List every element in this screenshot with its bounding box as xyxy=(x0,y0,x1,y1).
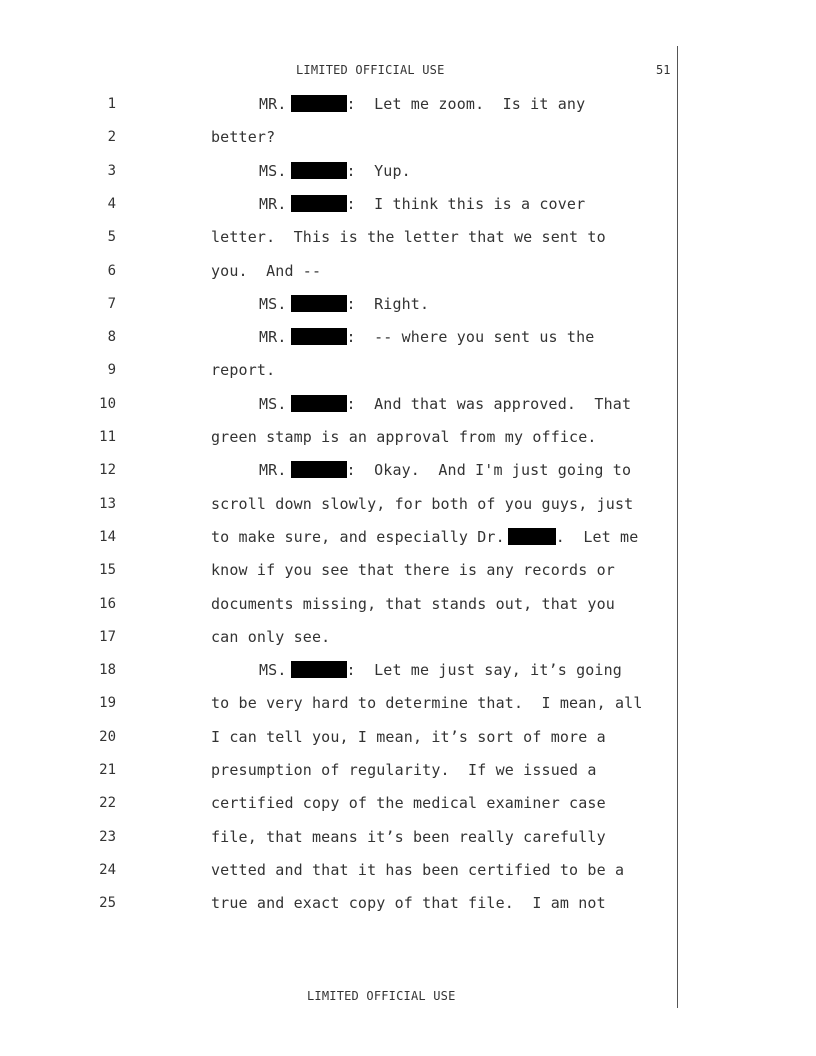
line-text: letter. This is the letter that we sent to xyxy=(211,228,606,247)
line-number: 14 xyxy=(99,528,116,545)
line-text: to be very hard to determine that. I mean, all xyxy=(211,694,643,713)
transcript-line xyxy=(0,587,700,620)
transcript-line xyxy=(0,120,700,153)
line-text xyxy=(259,395,631,413)
speaker-label: MR. xyxy=(259,461,287,480)
transcript-line xyxy=(0,320,700,353)
redaction-box xyxy=(291,661,347,678)
transcript-line xyxy=(0,387,700,420)
line-number: 24 xyxy=(99,861,116,878)
redaction-box xyxy=(291,328,347,345)
line-text xyxy=(259,195,585,213)
line-text xyxy=(259,95,585,113)
line-number: 11 xyxy=(99,429,116,445)
line-number: 21 xyxy=(99,762,116,778)
transcript-line xyxy=(0,820,700,853)
speaker-label: MS. xyxy=(259,294,287,313)
transcript-line xyxy=(0,886,700,919)
line-number: 18 xyxy=(99,662,116,679)
utterance-text: : Let me zoom. Is it any xyxy=(346,95,586,113)
line-text: documents missing, that stands out, that you xyxy=(211,594,615,613)
transcript-line xyxy=(0,786,700,819)
speaker-label: MR. xyxy=(259,328,287,347)
speaker-label: MR. xyxy=(259,95,287,113)
line-number: 17 xyxy=(99,628,116,645)
line-number: 1 xyxy=(107,96,116,112)
line-number: 12 xyxy=(99,462,116,479)
line-text: file, that means it’s been really carefully xyxy=(211,827,606,846)
transcript-line xyxy=(0,287,700,320)
line-text: scroll down slowly, for both of you guys, just xyxy=(211,494,634,513)
line-number: 22 xyxy=(99,795,116,812)
line-number: 7 xyxy=(107,295,116,312)
line-number: 6 xyxy=(107,262,116,279)
redaction-box xyxy=(291,295,347,312)
line-number: 25 xyxy=(99,895,116,912)
line-text: true and exact copy of that file. I am not xyxy=(211,894,606,913)
utterance-text: : I think this is a cover xyxy=(346,194,586,213)
transcript-line xyxy=(0,853,700,886)
transcript-line xyxy=(0,553,700,586)
line-text xyxy=(259,162,411,180)
transcript-line xyxy=(0,620,700,653)
transcript-line xyxy=(0,487,700,520)
line-text: you. And -- xyxy=(211,261,322,280)
transcript-line xyxy=(0,187,700,220)
line-text: better? xyxy=(211,128,276,147)
transcript-line xyxy=(0,154,700,187)
line-text xyxy=(259,328,594,346)
page-number: 51 xyxy=(656,63,671,77)
redaction-box xyxy=(508,528,556,545)
line-text: report. xyxy=(211,361,276,380)
line-number: 10 xyxy=(99,395,116,412)
line-text xyxy=(211,528,638,546)
footer-classification: LIMITED OFFICIAL USE xyxy=(307,989,456,1003)
line-number: 5 xyxy=(107,229,116,246)
transcript-line xyxy=(0,753,700,786)
utterance-text: to make sure, and especially Dr. xyxy=(211,527,505,546)
line-number: 19 xyxy=(99,695,116,712)
transcript-line xyxy=(0,420,700,453)
line-text xyxy=(259,461,631,479)
line-text xyxy=(259,661,622,679)
transcript-line xyxy=(0,353,700,386)
line-number: 23 xyxy=(99,828,116,845)
transcript-line xyxy=(0,520,700,553)
redaction-box xyxy=(291,461,347,478)
redaction-box xyxy=(291,395,347,412)
line-text: vetted and that it has been certified to be a xyxy=(211,860,625,879)
line-text: I can tell you, I mean, it’s sort of more a xyxy=(211,727,606,746)
line-number: 8 xyxy=(107,329,116,346)
line-text: can only see. xyxy=(211,627,331,646)
line-number: 20 xyxy=(99,728,116,745)
utterance-text: : -- where you sent us the xyxy=(346,328,595,347)
line-text: presumption of regularity. If we issued a xyxy=(211,761,597,779)
speaker-label: MS. xyxy=(259,161,287,180)
line-text: certified copy of the medical examiner case xyxy=(211,794,606,813)
line-number: 9 xyxy=(107,362,116,379)
speaker-label: MS. xyxy=(259,661,287,680)
line-number: 15 xyxy=(99,562,116,579)
transcript-line xyxy=(0,254,700,287)
speaker-label: MR. xyxy=(259,194,287,213)
utterance-text: : Right. xyxy=(346,294,430,313)
transcript-line xyxy=(0,453,700,486)
redaction-box xyxy=(291,162,347,179)
line-number: 2 xyxy=(107,129,116,146)
utterance-text: : Yup. xyxy=(346,161,411,180)
line-number: 3 xyxy=(107,162,116,179)
redaction-box xyxy=(291,195,347,212)
utterance-text: : And that was approved. That xyxy=(346,394,632,413)
redaction-box xyxy=(291,95,347,112)
line-text xyxy=(259,295,429,313)
line-number: 4 xyxy=(107,195,116,212)
transcript-line xyxy=(0,653,700,686)
utterance-text: : Okay. And I'm just going to xyxy=(346,461,632,480)
transcript-line xyxy=(0,686,700,719)
speaker-label: MS. xyxy=(259,394,287,413)
utterance-text: : Let me just say, it’s going xyxy=(346,661,622,680)
transcript-line xyxy=(0,220,700,253)
line-number: 13 xyxy=(99,495,116,512)
utterance-text: . Let me xyxy=(555,527,639,546)
line-number: 16 xyxy=(99,595,116,612)
line-text: green stamp is an approval from my office. xyxy=(211,428,597,446)
transcript-line xyxy=(0,87,700,120)
header-classification: LIMITED OFFICIAL USE xyxy=(296,63,445,77)
line-text: know if you see that there is any records or xyxy=(211,561,615,580)
transcript-line xyxy=(0,720,700,753)
